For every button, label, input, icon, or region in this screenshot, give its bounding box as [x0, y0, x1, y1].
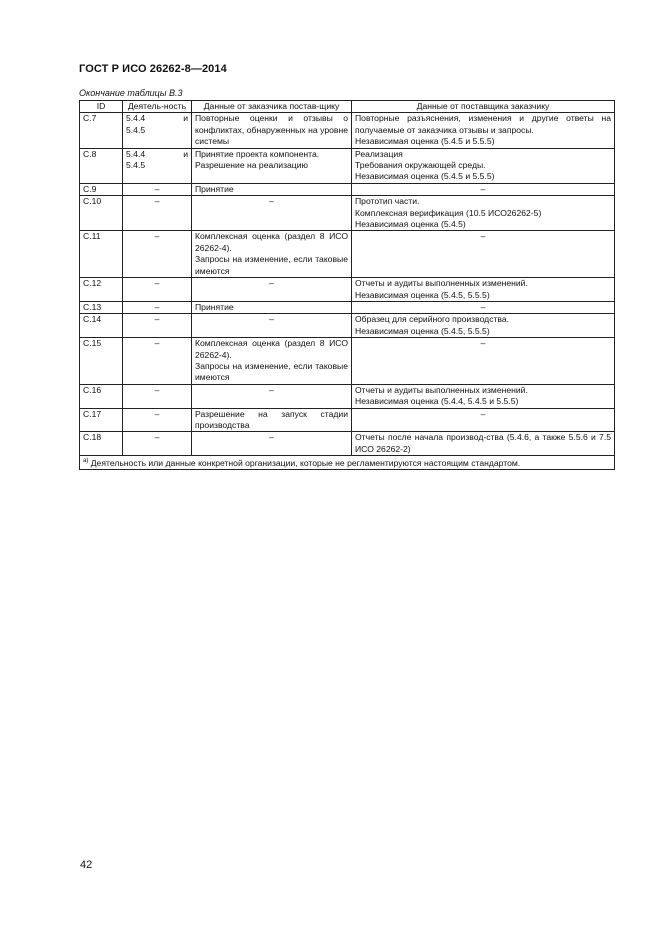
- supplier-text: Требования окружающей среды.: [355, 160, 486, 171]
- row-id: С.8: [80, 148, 123, 183]
- row-customer-data: Повторные оценки и отзывы о конфликтах, обнаруженных на уровне системы: [192, 113, 352, 148]
- row-supplier-data: –: [352, 231, 615, 278]
- supplier-text: Независимая оценка (5.4.4, 5.4.5 и 5.5.5): [355, 396, 519, 407]
- customer-text: Комплексная оценка (раздел 8 ИСО 26262-4).: [195, 338, 348, 360]
- row-customer-data: Принятие: [192, 183, 352, 195]
- table-row: [80, 183, 615, 195]
- row-activity: [123, 113, 192, 148]
- customer-text: Разрешение на реализацию: [195, 160, 308, 171]
- row-customer-data: –: [192, 314, 352, 338]
- row-customer-data: Разрешение на запуск стадии производства: [192, 408, 352, 432]
- table-row: [80, 432, 615, 456]
- table-row: [80, 301, 615, 313]
- row-supplier-data: [352, 148, 615, 183]
- customer-text: Комплексная оценка (раздел 8 ИСО 26262-4).: [195, 231, 348, 253]
- table-row: [80, 408, 615, 432]
- row-supplier-data: [352, 278, 615, 302]
- table-row: [80, 196, 615, 231]
- activity-conj: и: [183, 148, 188, 159]
- table-row: [80, 113, 615, 148]
- row-activity: [123, 148, 192, 183]
- row-customer-data: [192, 148, 352, 183]
- row-id: С.14: [80, 314, 123, 338]
- row-activity: –: [123, 338, 192, 385]
- table-row: [80, 231, 615, 278]
- row-customer-data: Принятие: [192, 301, 352, 313]
- activity-ref: 5.4.4: [126, 113, 146, 124]
- table-row: [80, 338, 615, 385]
- row-customer-data: –: [192, 196, 352, 231]
- supplier-text: Отчеты и аудиты выполненных изменений.: [355, 278, 528, 289]
- customer-text: Запросы на изменение, если таковые имеются: [195, 360, 348, 383]
- row-customer-data: [192, 231, 352, 278]
- row-supplier-data: [352, 314, 615, 338]
- customer-text: Принятие проекта компонента.: [195, 148, 320, 159]
- row-supplier-data: –: [352, 301, 615, 313]
- row-id: С.12: [80, 278, 123, 302]
- column-header-id: ID: [80, 101, 123, 113]
- footnote-mark: а): [83, 458, 89, 465]
- activity-ref: 5.4.5: [126, 160, 146, 171]
- row-activity: –: [123, 314, 192, 338]
- table-header-row: [80, 101, 615, 113]
- row-supplier-data: –: [352, 338, 615, 385]
- activity-ref: 5.4.5: [126, 124, 146, 135]
- row-id: С.11: [80, 231, 123, 278]
- row-id: С.9: [80, 183, 123, 195]
- row-supplier-data: –: [352, 183, 615, 195]
- row-activity: –: [123, 408, 192, 432]
- activity-ref: 5.4.4: [126, 148, 146, 159]
- supplier-text: Реализация: [355, 148, 403, 159]
- supplier-text: Независимая оценка (5.4.5 и 5.5.5): [355, 136, 495, 147]
- table-row: [80, 278, 615, 302]
- table-footnote: [80, 456, 615, 470]
- row-activity: –: [123, 196, 192, 231]
- row-supplier-data: Отчеты после начала производ-ства (5.4.6, а также 5.5.6 и 7.5 ИСО 26262-2): [352, 432, 615, 456]
- row-id: С.13: [80, 301, 123, 313]
- row-id: С.17: [80, 408, 123, 432]
- row-id: С.16: [80, 384, 123, 408]
- supplier-text: Прототип части.: [355, 196, 420, 207]
- footnote-text: Деятельность или данные конкретной организации, которые не регламентируются настоящим стандартом.: [90, 458, 521, 469]
- supplier-text: Независимая оценка (5.4.5 и 5.5.5): [355, 171, 495, 182]
- row-id: С.7: [80, 113, 123, 148]
- table-footnote-row: [80, 456, 615, 470]
- supplier-text: Независимая оценка (5.4.5, 5.5.5): [355, 325, 490, 336]
- supplier-text: Образец для серийного производства.: [355, 314, 510, 325]
- table-row: [80, 148, 615, 183]
- row-activity: –: [123, 384, 192, 408]
- supplier-text: Повторные разъяснения, изменения и другие ответы на получаемые от заказчика отзывы и запросы.: [355, 113, 611, 135]
- row-activity: –: [123, 278, 192, 302]
- column-header-activity: Деятель-ность: [123, 101, 192, 113]
- row-supplier-data: [352, 196, 615, 231]
- table-row: [80, 384, 615, 408]
- data-table: [79, 100, 615, 470]
- row-customer-data: –: [192, 278, 352, 302]
- page-number: 42: [80, 859, 93, 871]
- supplier-text: Независимая оценка (5.4.5): [355, 219, 466, 230]
- row-id: С.18: [80, 432, 123, 456]
- document-header: ГОСТ Р ИСО 26262-8—2014: [79, 63, 227, 75]
- row-activity: –: [123, 183, 192, 195]
- row-activity: –: [123, 231, 192, 278]
- supplier-text: Комплексная верификация (10.5 ИСО26262-5): [355, 207, 542, 218]
- table-row: [80, 314, 615, 338]
- column-header-supplier: Данные от поставщика заказчику: [352, 101, 615, 113]
- row-customer-data: –: [192, 384, 352, 408]
- row-supplier-data: [352, 113, 615, 148]
- row-customer-data: –: [192, 432, 352, 456]
- supplier-text: Отчеты и аудиты выполненных изменений.: [355, 384, 528, 395]
- row-customer-data: [192, 338, 352, 385]
- row-id: С.10: [80, 196, 123, 231]
- supplier-text: Независимая оценка (5.4.5, 5.5.5): [355, 289, 490, 300]
- row-id: С.15: [80, 338, 123, 385]
- row-supplier-data: –: [352, 408, 615, 432]
- customer-text: Запросы на изменение, если таковые имеются: [195, 254, 348, 276]
- column-header-customer: Данные от заказчика постав-щику: [192, 101, 352, 113]
- activity-conj: и: [183, 113, 188, 124]
- table-caption: Окончание таблицы В.3: [79, 88, 183, 98]
- row-activity: –: [123, 432, 192, 456]
- row-activity: –: [123, 301, 192, 313]
- row-supplier-data: [352, 384, 615, 408]
